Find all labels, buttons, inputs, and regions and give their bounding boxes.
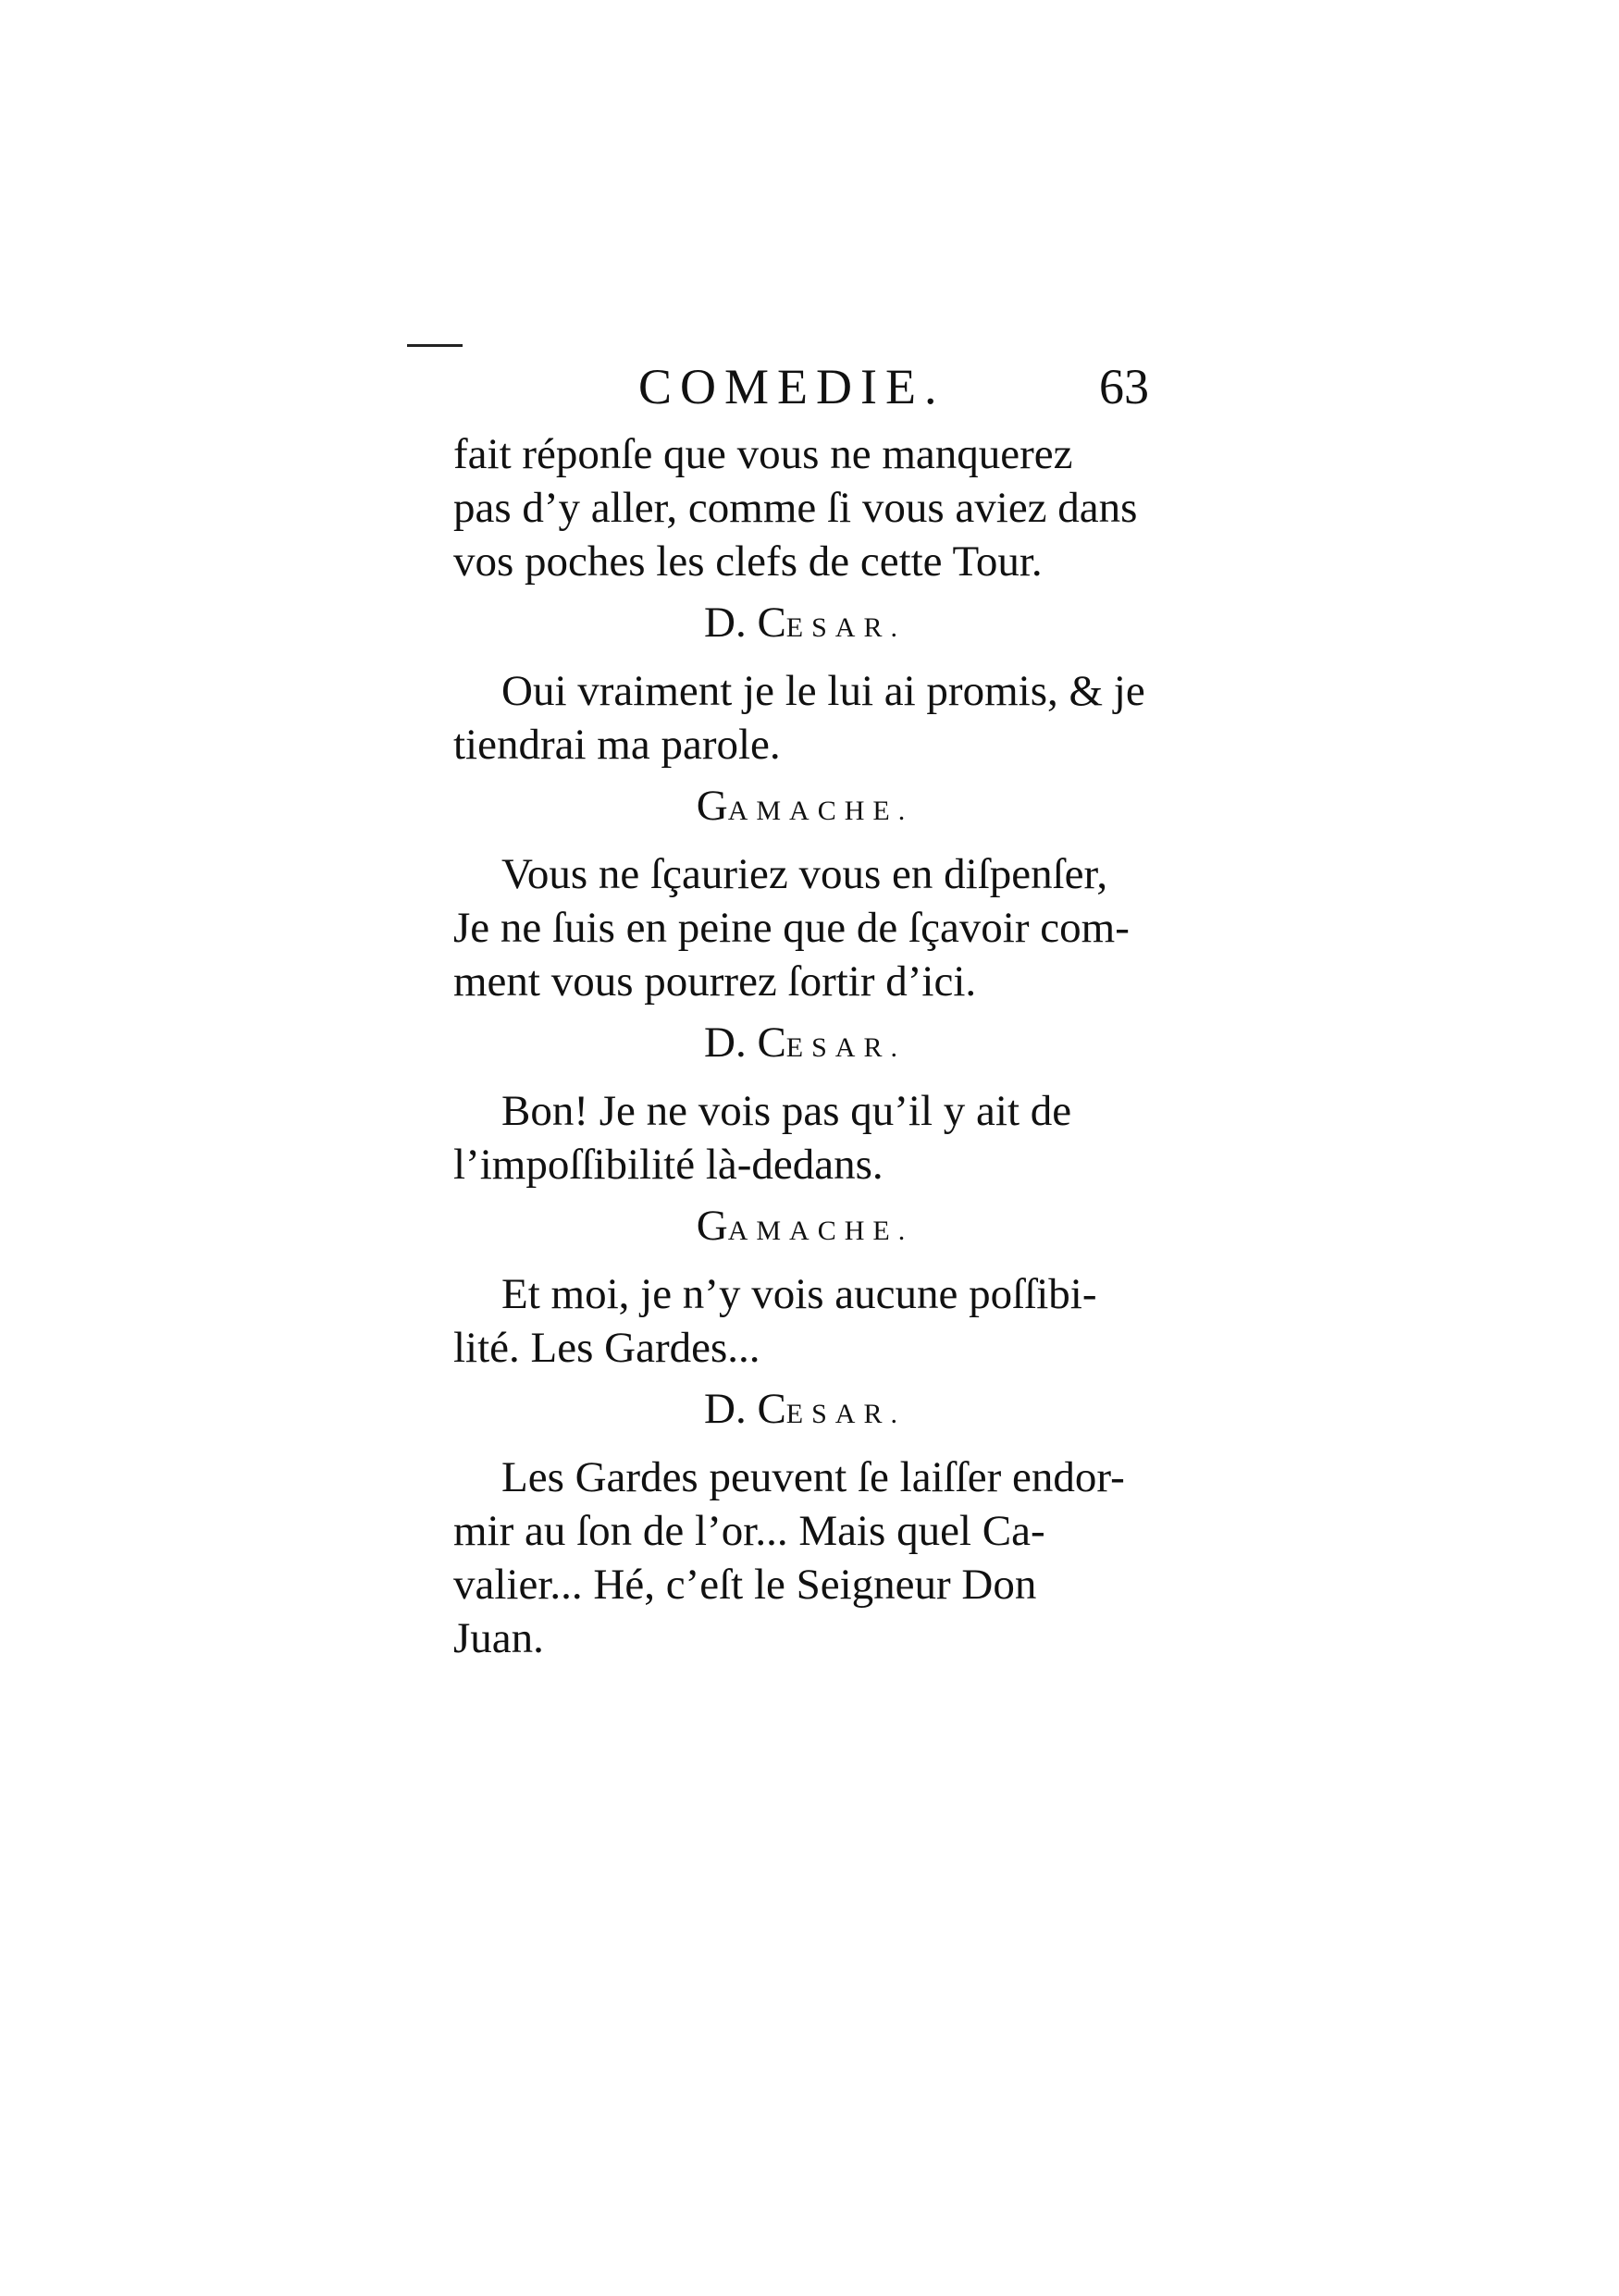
text-line: vos poches les clefs de cette Tour. bbox=[453, 537, 1043, 586]
speech-4 bbox=[453, 1084, 1156, 1191]
speaker-rest: ESAR. bbox=[785, 1399, 906, 1429]
speaker-initial: D. C bbox=[704, 1385, 786, 1433]
text-line: mir au ſon de l’or... Mais quel Ca- bbox=[453, 1507, 1045, 1555]
speaker-rest: ESAR. bbox=[785, 612, 906, 643]
text-line: lité. Les Gardes... bbox=[453, 1324, 760, 1372]
speaker-heading bbox=[453, 596, 1156, 655]
text-line: ment vous pourrez ſortir d’ici. bbox=[453, 957, 977, 1006]
speaker-initial: D. C bbox=[704, 1018, 786, 1067]
speech-2 bbox=[453, 664, 1156, 772]
page-number: 63 bbox=[1099, 359, 1149, 414]
text-line: l’impoſſibilité là-dedans. bbox=[453, 1141, 884, 1189]
text-line: Je ne ſuis en peine que de ſçavoir com- bbox=[453, 904, 1130, 952]
speech-3 bbox=[453, 847, 1156, 1008]
speaker-heading bbox=[453, 779, 1156, 838]
text-line: valier... Hé, c’eſt le Seigneur Don bbox=[453, 1561, 1037, 1609]
text-line: fait réponſe que vous ne manquerez bbox=[453, 430, 1073, 478]
speech-5 bbox=[453, 1267, 1156, 1375]
play-text bbox=[453, 427, 1156, 1665]
corner-rule bbox=[407, 344, 463, 347]
speaker-rest: AMACHE. bbox=[727, 796, 914, 826]
text-line: Juan. bbox=[453, 1614, 544, 1662]
text-line: Et moi, je n’y vois aucune poſſibi- bbox=[501, 1270, 1097, 1318]
speaker-heading bbox=[453, 1016, 1156, 1075]
speaker-initial: G bbox=[696, 1202, 728, 1250]
text-line: Vous ne ſçauriez vous en diſpenſer, bbox=[501, 850, 1108, 898]
text-line: Oui vraiment je le lui ai promis, & je bbox=[501, 667, 1145, 715]
text-line: Bon! Je ne vois pas qu’il y ait de bbox=[501, 1087, 1072, 1135]
text-line: pas d’y aller, comme ſi vous aviez dans bbox=[453, 484, 1138, 532]
speaker-rest: AMACHE. bbox=[727, 1216, 914, 1246]
text-line: tiendrai ma parole. bbox=[453, 721, 781, 769]
text-line: Les Gardes peuvent ſe laiſſer endor- bbox=[501, 1453, 1125, 1501]
speech-6 bbox=[453, 1450, 1156, 1665]
speaker-rest: ESAR. bbox=[785, 1032, 906, 1063]
speaker-heading bbox=[453, 1199, 1156, 1258]
speaker-initial: G bbox=[696, 782, 728, 830]
speaker-heading bbox=[453, 1382, 1156, 1441]
speech-1 bbox=[453, 427, 1156, 588]
running-title: COMEDIE. bbox=[638, 359, 945, 414]
speaker-initial: D. C bbox=[704, 599, 786, 647]
